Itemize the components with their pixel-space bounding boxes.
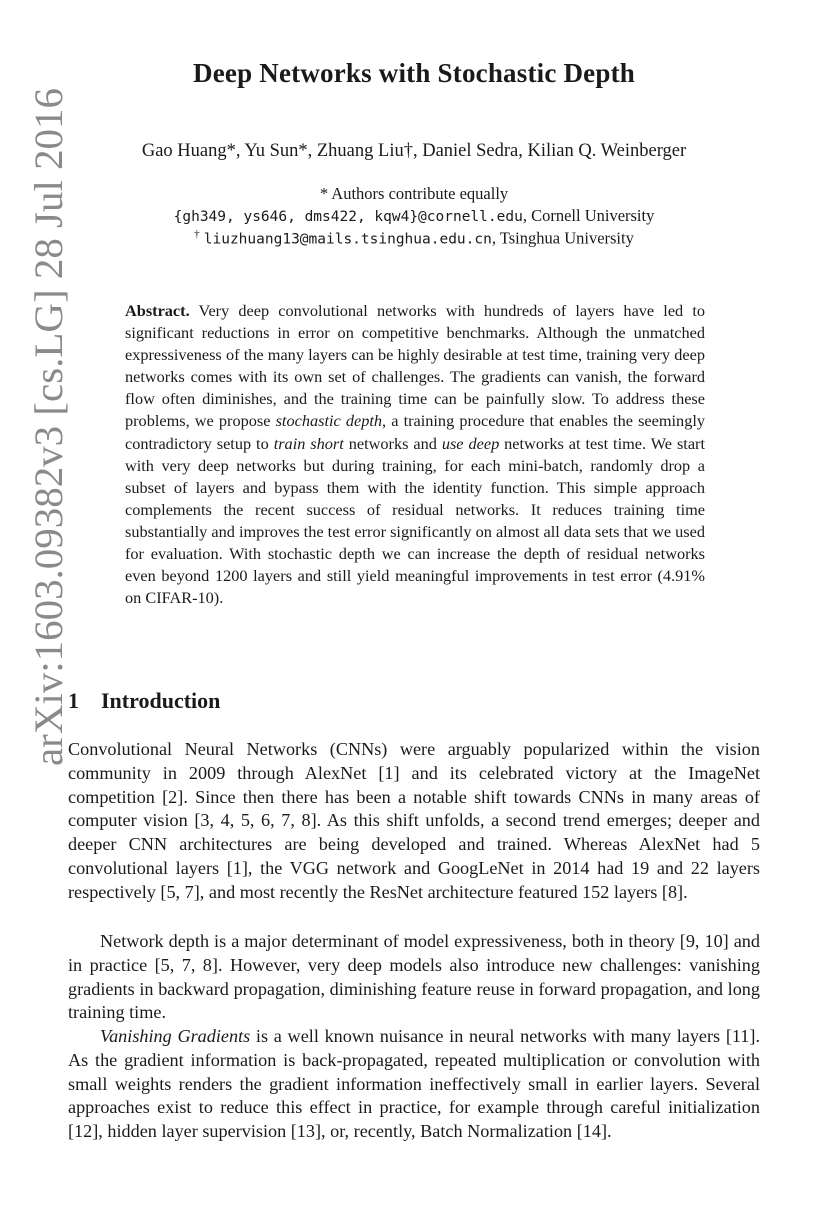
section-number: 1 bbox=[68, 688, 79, 713]
cornell-emails: {gh349, ys646, dms422, kqw4}@cornell.edu bbox=[173, 209, 523, 225]
abstract-text-1: Very deep convolutional networks with hundreds of layers have led to significant reductions in error on competitive benchmarks. Although the unmatched expressiveness of the many layers can be highly desirable at test time, training very deep networks comes with its own set of challenges. The gradients can vanish, the forward flow often diminishes, and the training time can be painfully slow. To address these problems, we propose bbox=[125, 301, 705, 431]
abstract-text-4: networks at test time. We start with very deep networks but during training, for each mini-batch, randomly drop a subset of layers and bypass them with the identity function. This simple approach complements the recent success of residual networks. It reduces training time substantially and improves the test error significantly on almost all data sets that we used for evaluation. With stochastic depth we can increase the depth of residual networks even beyond 1200 layers and still yield meaningful improvements in test error (4.91% on CIFAR-10). bbox=[125, 433, 705, 608]
equal-contribution-note: * Authors contribute equally bbox=[319, 184, 509, 203]
abstract-text-2: , a training procedure that enables the seemingly contradictory setup to bbox=[125, 411, 706, 453]
intro-paragraph-1: Convolutional Neural Networks (CNNs) were arguably popularized within the vision community in 2009 through AlexNet [1] and its celebrated victory at the ImageNet competition [2]. Since then there has been a notable shift towards CNNs in many areas of computer vision [3, 4, 5, 6, 7, 8]. As this shift unfolds, a second trend emerges; deeper and deeper CNN architectures are being developed and trained. Whereas AlexNet had 5 convolutional layers [1], the VGG network and GoogLeNet in 2014 had 19 and 22 layers respectively [5, 7], and most recently the ResNet architecture featured 152 layers [8]. bbox=[68, 739, 760, 902]
arxiv-identifier-text: arXiv:1603.09382v3 [cs.LG] 28 Jul 2016 bbox=[26, 103, 71, 766]
abstract-em-stochastic-depth: stochastic depth bbox=[275, 411, 383, 431]
section-title: Introduction bbox=[101, 688, 221, 713]
intro-paragraph-3-text: is a well known nuisance in neural networks with many layers [11]. As the gradient information is back-propagated, repeated multiplication or convolution with small weights renders the gradient information ineffectively small in earlier layers. Several approaches exist to reduce this effect in practice, for example through careful initialization [12], hidden layer supervision [13], or, recently, Batch Normalization [14]. bbox=[68, 1026, 761, 1142]
affiliation-tsinghua bbox=[0, 228, 828, 249]
abstract-text-3: networks and bbox=[343, 433, 442, 453]
dagger-mark: † bbox=[194, 228, 200, 240]
section-heading-introduction bbox=[68, 688, 220, 714]
abstract-em-train-short: train short bbox=[273, 433, 344, 453]
cornell-institution: , Cornell University bbox=[522, 206, 655, 225]
vanishing-gradients-term: Vanishing Gradients bbox=[100, 1026, 251, 1046]
abstract-em-use-deep: use deep bbox=[441, 433, 500, 453]
tsinghua-email: liuzhuang13@mails.tsinghua.edu.cn bbox=[203, 231, 492, 248]
abstract bbox=[125, 300, 705, 609]
author-list: Gao Huang*, Yu Sun*, Zhuang Liu†, Daniel Sedra, Kilian Q. Weinberger bbox=[141, 141, 687, 161]
affiliation-cornell bbox=[0, 206, 828, 226]
tsinghua-institution: , Tsinghua University bbox=[491, 228, 634, 248]
intro-paragraph-3 bbox=[68, 1025, 760, 1144]
paper-title: Deep Networks with Stochastic Depth bbox=[193, 58, 635, 88]
intro-paragraph-2: Network depth is a major determinant of model expressiveness, both in theory [9, 10] and in practice [5, 7, 8]. However, very deep models also introduce new challenges: vanishing gradients in backward propagation, diminishing feature reuse in forward propagation, and long training time. bbox=[68, 931, 760, 1023]
abstract-label: Abstract. bbox=[125, 301, 190, 320]
